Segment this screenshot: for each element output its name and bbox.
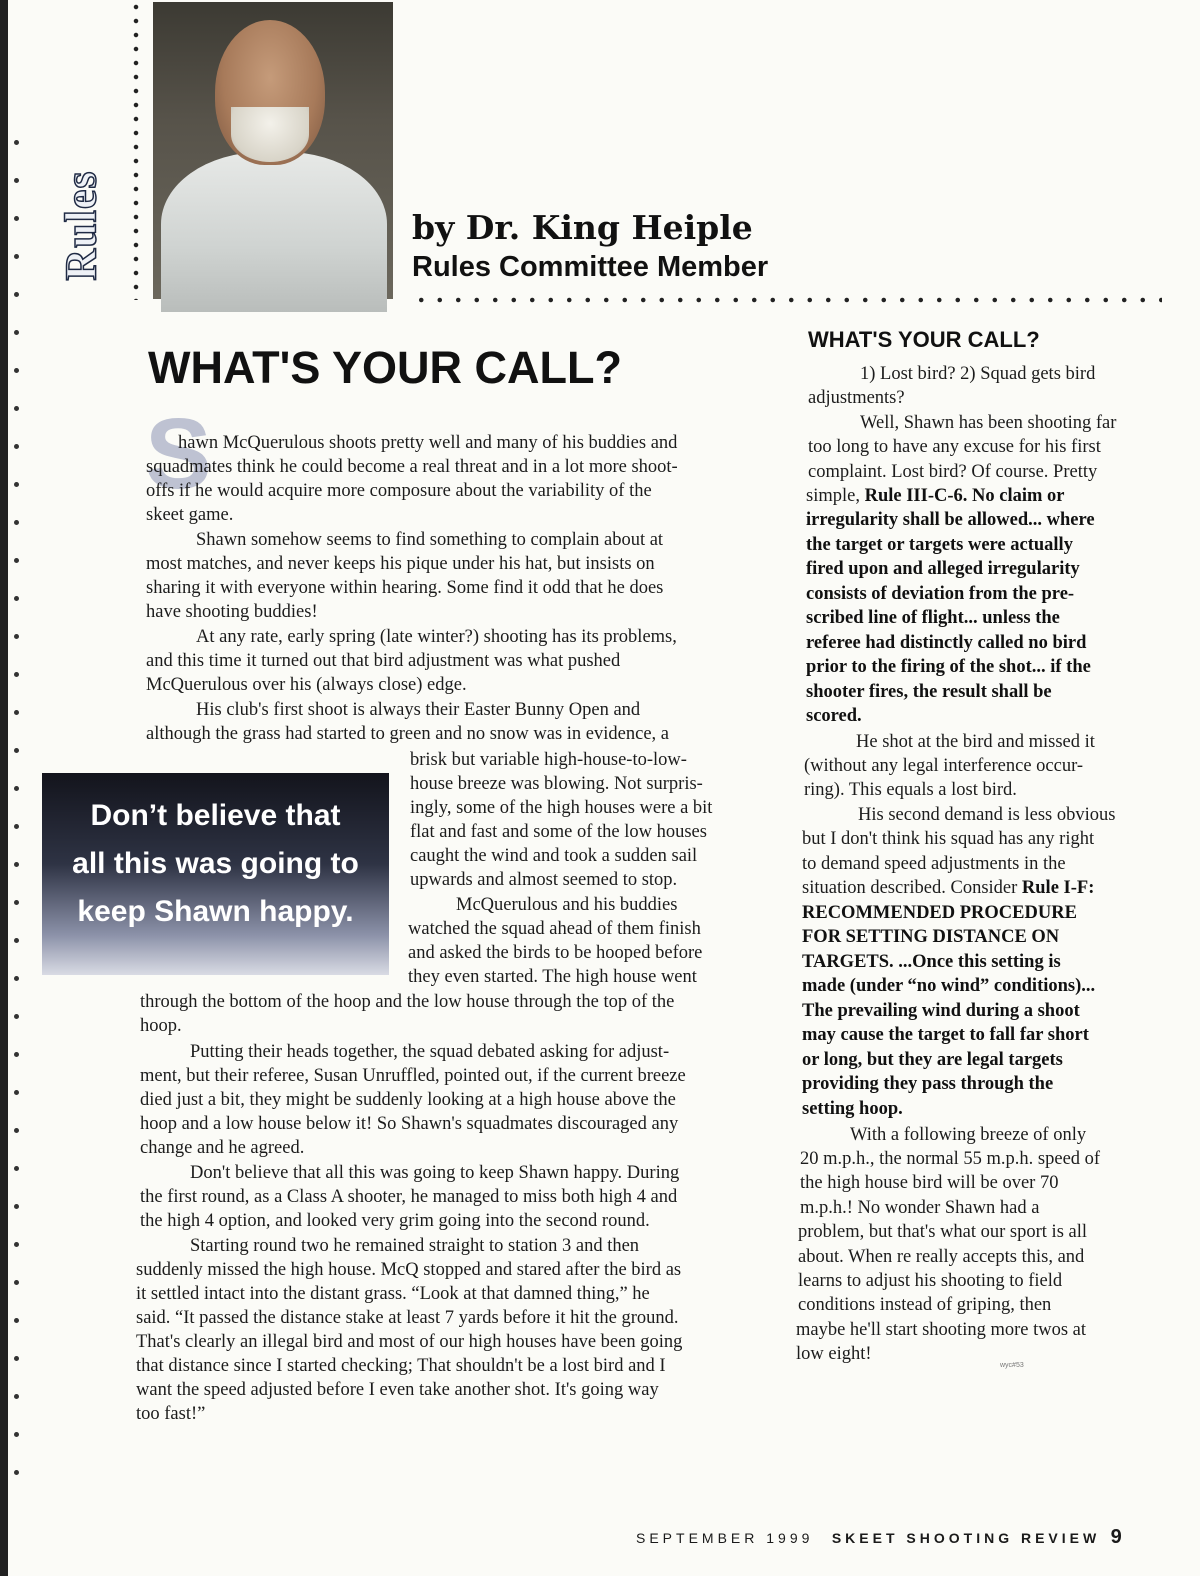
article-line: flat and fast and some of the low houses: [410, 822, 707, 842]
headline: WHAT'S YOUR CALL?: [148, 342, 622, 393]
article-line: That's clearly an illegal bird and most of our high houses have been going: [136, 1332, 683, 1352]
article-line: brisk but variable high-house-to-low-: [410, 750, 687, 770]
edge-mark: [14, 444, 19, 449]
edge-mark: [14, 558, 19, 563]
sidebar-line: providing they pass through the: [802, 1074, 1054, 1094]
edge-mark: [14, 786, 19, 791]
article-line: hoop and a low house below it! So Shawn's squadmates discouraged any: [140, 1114, 679, 1134]
footer-month: SEPTEMBER 1999: [636, 1530, 814, 1546]
article-line: Don't believe that all this was going to keep Shawn happy. During: [190, 1163, 680, 1183]
edge-mark: [14, 596, 19, 601]
sidebar-line: maybe he'll start shooting more twos at: [796, 1320, 1087, 1340]
page-footer: [636, 1526, 1122, 1549]
sidebar-line: (without any legal interference occur-: [804, 756, 1084, 776]
article-line: upwards and almost seemed to stop.: [410, 870, 678, 890]
sidebar-line: complaint. Lost bird? Of course. Pretty: [808, 462, 1098, 482]
edge-mark: [14, 178, 19, 183]
edge-mark: [14, 520, 19, 525]
sidebar-line: too long to have any excuse for his first: [808, 437, 1101, 457]
article-line: squadmates think he could become a real threat and in a lot more shoot-: [146, 457, 678, 477]
pull-quote-line: all this was going to: [72, 847, 359, 880]
article-line: although the grass had started to green and no snow was in evidence, a: [146, 724, 669, 744]
article-line: have shooting buddies!: [146, 602, 318, 622]
section-tab: [56, 150, 106, 300]
article-line: McQuerulous and his buddies: [456, 895, 678, 915]
edge-mark: [14, 482, 19, 487]
article-line: hoop.: [140, 1016, 182, 1036]
sidebar-line: He shot at the bird and missed it: [856, 732, 1095, 752]
edge-mark: [14, 330, 19, 335]
byline: [412, 205, 768, 283]
article-line: the high 4 option, and looked very grim going into the second round.: [140, 1211, 650, 1231]
pull-quote: [42, 773, 389, 975]
drop-cap: S: [145, 398, 212, 510]
edge-mark: [14, 1052, 19, 1057]
article-line: Putting their heads together, the squad debated asking for adjust-: [190, 1042, 670, 1062]
article-line: At any rate, early spring (late winter?) shooting has its problems,: [196, 627, 677, 647]
horizontal-dotted-rule: [412, 297, 1162, 303]
edge-mark: [14, 1204, 19, 1209]
sidebar-line: ring). This equals a lost bird.: [804, 780, 1017, 800]
edge-mark: [14, 824, 19, 829]
edge-mark: [14, 862, 19, 867]
edge-mark: [14, 748, 19, 753]
article-line: caught the wind and took a sudden sail: [410, 846, 698, 866]
article-line: it settled intact into the distant grass. “Look at that damned thing,” he: [136, 1284, 650, 1304]
sidebar-line: consists of deviation from the pre-: [806, 584, 1075, 604]
article-line: and asked the birds to be hooped before: [408, 943, 703, 963]
sidebar-line: or long, but they are legal targets: [802, 1050, 1063, 1070]
sidebar-line: RECOMMENDED PROCEDURE: [802, 903, 1077, 923]
sidebar-line: problem, but that's what our sport is all: [798, 1222, 1088, 1242]
sidebar-line: shooter fires, the result shall be: [806, 682, 1052, 702]
sidebar-line: to demand speed adjustments in the: [802, 854, 1066, 874]
sidebar-line: scored.: [806, 706, 862, 726]
edge-mark: [14, 368, 19, 373]
edge-mark: [14, 216, 19, 221]
article-line: most matches, and never keeps his pique under his hat, but insists on: [146, 554, 655, 574]
sidebar-line: His second demand is less obvious: [858, 805, 1116, 825]
article-line: ment, but their referee, Susan Unruffled, pointed out, if the current breeze: [140, 1066, 686, 1086]
sidebar-line: With a following breeze of only: [850, 1125, 1087, 1145]
sidebar-line: learns to adjust his shooting to field: [798, 1271, 1063, 1291]
sidebar-line: scribed line of flight... unless the: [806, 608, 1060, 628]
sidebar-line: The prevailing wind during a shoot: [802, 1001, 1080, 1021]
sidebar-line: irregularity shall be allowed... where: [806, 510, 1095, 530]
sidebar-line: 20 m.p.h., the normal 55 m.p.h. speed of: [800, 1149, 1101, 1169]
sidebar-line: but I don't think his squad has any right: [802, 829, 1095, 849]
article-line: and this time it turned out that bird adjustment was what pushed: [146, 651, 621, 671]
article-line: too fast!”: [136, 1404, 206, 1424]
article-line: hawn McQuerulous shoots pretty well and many of his buddies and: [178, 433, 678, 453]
sidebar-line: fired upon and alleged irregularity: [806, 559, 1080, 579]
sidebar-line: made (under “no wind” conditions)...: [802, 976, 1096, 996]
sidebar-line: TARGETS. ...Once this setting is: [802, 952, 1061, 972]
sidebar-line: low eight!: [796, 1344, 872, 1364]
article-line: suddenly missed the high house. McQ stopped and stared after the bird as: [136, 1260, 682, 1280]
author-photo: [153, 2, 393, 299]
article-line: McQuerulous over his (always close) edge.: [146, 675, 467, 695]
edge-mark: [14, 406, 19, 411]
edge-mark: [14, 976, 19, 981]
article-line: they even started. The high house went: [408, 967, 697, 987]
article-line: ingly, some of the high houses were a bit: [410, 798, 713, 818]
author-role: Rules Committee Member: [412, 251, 769, 283]
sidebar-line: simple, Rule III-C-6. No claim or: [806, 486, 1065, 506]
stamp-code: wyc#53: [1000, 1362, 1024, 1369]
edge-mark: [14, 938, 19, 943]
edge-mark: [14, 1128, 19, 1133]
sidebar-line: the high house bird will be over 70: [800, 1173, 1059, 1193]
sidebar-line: conditions instead of griping, then: [798, 1295, 1052, 1315]
edge-mark: [14, 634, 19, 639]
article-line: the first round, as a Class A shooter, he managed to miss both high 4 and: [140, 1187, 678, 1207]
edge-mark: [14, 1166, 19, 1171]
edge-mark: [14, 1356, 19, 1361]
page-number: 9: [1110, 1526, 1122, 1548]
sidebar-line: m.p.h.! No wonder Shawn had a: [800, 1198, 1040, 1218]
article-line: Shawn somehow seems to find something to complain about at: [196, 530, 664, 550]
sidebar-line: 1) Lost bird? 2) Squad gets bird: [860, 364, 1096, 384]
article-line: His club's first shoot is always their Easter Bunny Open and: [196, 700, 641, 720]
section-label: Rules: [56, 169, 106, 281]
pull-quote-line: keep Shawn happy.: [77, 895, 354, 928]
edge-mark: [14, 254, 19, 259]
edge-mark: [14, 140, 19, 145]
edge-mark: [14, 1470, 19, 1475]
article-line: want the speed adjusted before I even take another shot. It's going way: [136, 1380, 659, 1400]
edge-mark: [14, 1090, 19, 1095]
article-line: said. “It passed the distance stake at least 7 yards before it hit the ground.: [136, 1308, 679, 1328]
edge-mark: [14, 1014, 19, 1019]
pull-quote-line: Don’t believe that: [90, 799, 341, 832]
article-line: watched the squad ahead of them finish: [408, 919, 701, 939]
article-line: Starting round two he remained straight to station 3 and then: [190, 1236, 640, 1256]
sidebar-line: may cause the target to fall far short: [802, 1025, 1089, 1045]
edge-mark: [14, 1432, 19, 1437]
edge-mark: [14, 710, 19, 715]
sidebar-line: about. When re really accepts this, and: [798, 1247, 1085, 1267]
article-line: skeet game.: [146, 505, 234, 525]
sidebar-line: prior to the firing of the shot... if the: [806, 657, 1091, 677]
sidebar-line: FOR SETTING DISTANCE ON: [802, 927, 1060, 947]
article-line: sharing it with everyone within hearing. Some find it odd that he does: [146, 578, 664, 598]
sidebar-line: Well, Shawn has been shooting far: [860, 413, 1117, 433]
article-line: offs if he would acquire more composure about the variability of the: [146, 481, 652, 501]
edge-mark: [14, 292, 19, 297]
article-line: house breeze was blowing. Not surpris-: [410, 774, 703, 794]
left-edge-rule: [0, 0, 8, 1576]
edge-mark: [14, 1394, 19, 1399]
vertical-dotted-rule: [133, 0, 139, 300]
edge-mark: [14, 1280, 19, 1285]
edge-mark: [14, 672, 19, 677]
sidebar-line: adjustments?: [808, 388, 905, 408]
article-line: that distance since I started checking; That shouldn't be a lost bird and I: [136, 1356, 666, 1376]
sidebar-heading: WHAT'S YOUR CALL?: [808, 327, 1040, 352]
edge-mark: [14, 1242, 19, 1247]
article-line: died just a bit, they might be suddenly looking at a high house above the: [140, 1090, 676, 1110]
footer-magazine: SKEET SHOOTING REVIEW: [831, 1530, 1101, 1546]
edge-mark: [14, 1318, 19, 1323]
article-line: change and he agreed.: [140, 1138, 305, 1158]
sidebar-line: referee had distinctly called no bird: [806, 633, 1087, 653]
sidebar-line: the target or targets were actually: [806, 535, 1073, 555]
article-line: through the bottom of the hoop and the low house through the top of the: [140, 992, 675, 1012]
edge-mark: [14, 900, 19, 905]
sidebar-line: situation described. Consider Rule I-F:: [802, 878, 1095, 898]
sidebar-line: setting hoop.: [802, 1099, 903, 1119]
author-name: by Dr. King Heiple: [412, 208, 753, 247]
